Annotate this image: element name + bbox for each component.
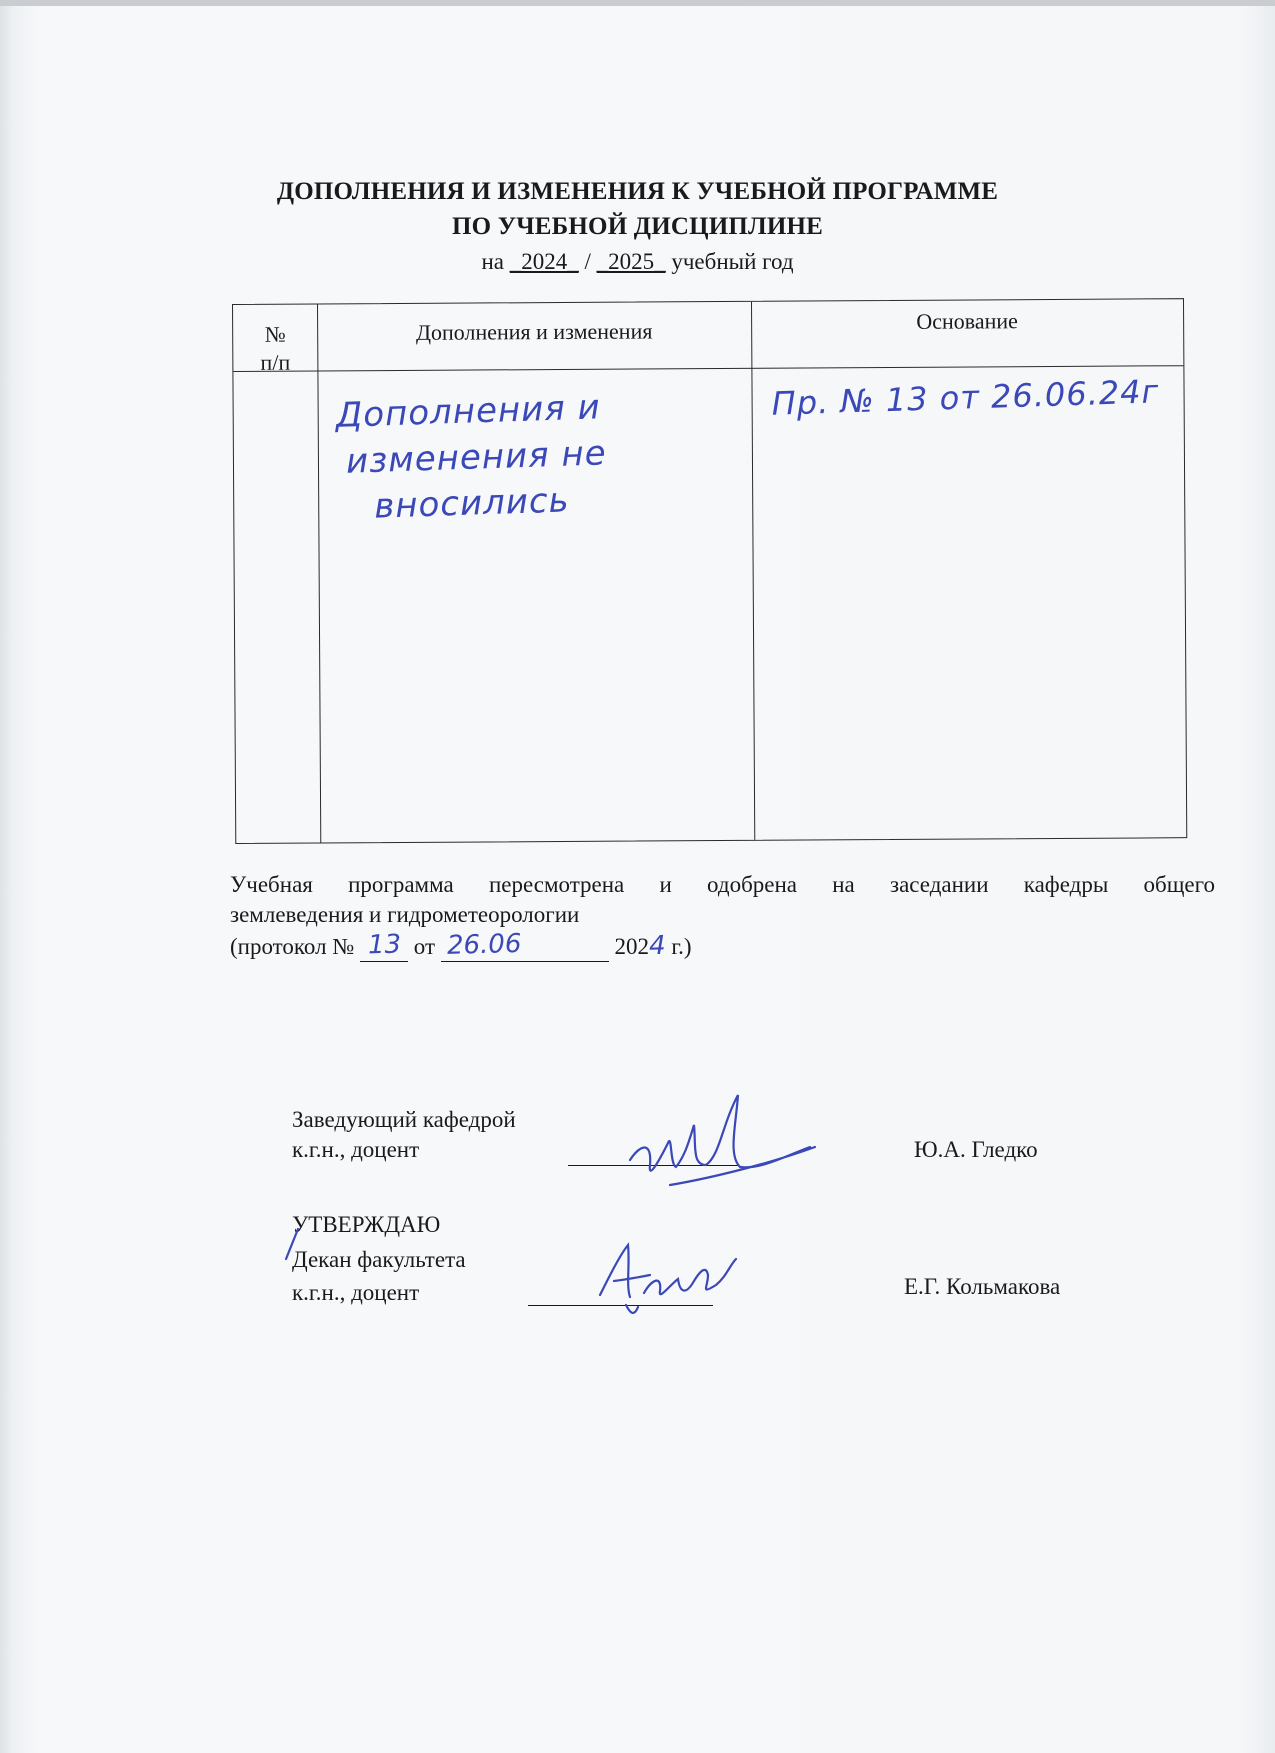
dean-degree: к.г.н., доцент: [292, 1280, 420, 1305]
year-separator: /: [578, 249, 597, 274]
handwritten-changes-line1: Дополнения и: [335, 387, 602, 436]
head-role: Заведующий кафедрой: [292, 1107, 516, 1132]
header-number-line2: п/п: [260, 349, 291, 375]
header-changes: Дополнения и изменения: [415, 318, 653, 345]
academic-year-line: [0, 249, 1275, 275]
head-degree: к.г.н., доцент: [292, 1137, 420, 1162]
head-name: Ю.А. Гледко: [914, 1137, 1038, 1162]
protocol-date-hand: 26.06: [446, 928, 522, 961]
table-column-divider: [317, 304, 321, 842]
handwritten-basis: Пр. № 13 от 26.06.24г: [771, 372, 1160, 423]
dean-role: Декан факультета: [292, 1247, 466, 1272]
head-signature-icon: [610, 1085, 830, 1205]
protocol-prefix: (протокол №: [230, 934, 361, 959]
year-suffix: учебный год: [665, 249, 794, 274]
approval-text-line2: землеведения и гидрометеорологии: [230, 902, 580, 927]
dean-name: Е.Г. Кольмакова: [904, 1274, 1061, 1299]
changes-table: [232, 298, 1187, 844]
protocol-line: [230, 930, 1215, 962]
handwritten-changes-line2: изменения не: [345, 433, 608, 482]
handwritten-changes-line3: вносились: [373, 480, 571, 527]
table-column-divider: [751, 302, 755, 840]
document-title-line1: ДОПОЛНЕНИЯ И ИЗМЕНЕНИЯ К УЧЕБНОЙ ПРОГРАММЕ: [276, 178, 999, 205]
protocol-suffix: г.): [665, 934, 692, 959]
protocol-mid: от: [408, 934, 441, 959]
year-end: _2025_: [596, 249, 666, 274]
protocol-date-field: [441, 930, 609, 962]
document-title-line2: ПО УЧЕБНОЙ ДИСЦИПЛИНЕ: [451, 213, 824, 240]
protocol-year-prefix: 202: [608, 934, 650, 959]
protocol-year-hand: 4: [648, 930, 666, 962]
header-number-line1: №: [264, 321, 286, 347]
table-header-divider: [233, 365, 1183, 372]
year-start: _2024_: [509, 249, 579, 274]
approval-text-line1: Учебная программа пересмотрена и одобрена на заседании кафедры общего: [230, 872, 1215, 897]
approve-label: УТВЕРЖДАЮ: [292, 1212, 441, 1237]
year-prefix: на: [481, 249, 510, 274]
header-basis: Основание: [916, 308, 1018, 334]
dean-signature-icon: [590, 1235, 750, 1325]
approval-mark-icon: [280, 1225, 310, 1265]
protocol-number-hand: 13: [367, 929, 401, 961]
scan-edge: [0, 0, 1275, 6]
protocol-number-field: [360, 930, 408, 962]
header-number: [233, 320, 317, 377]
